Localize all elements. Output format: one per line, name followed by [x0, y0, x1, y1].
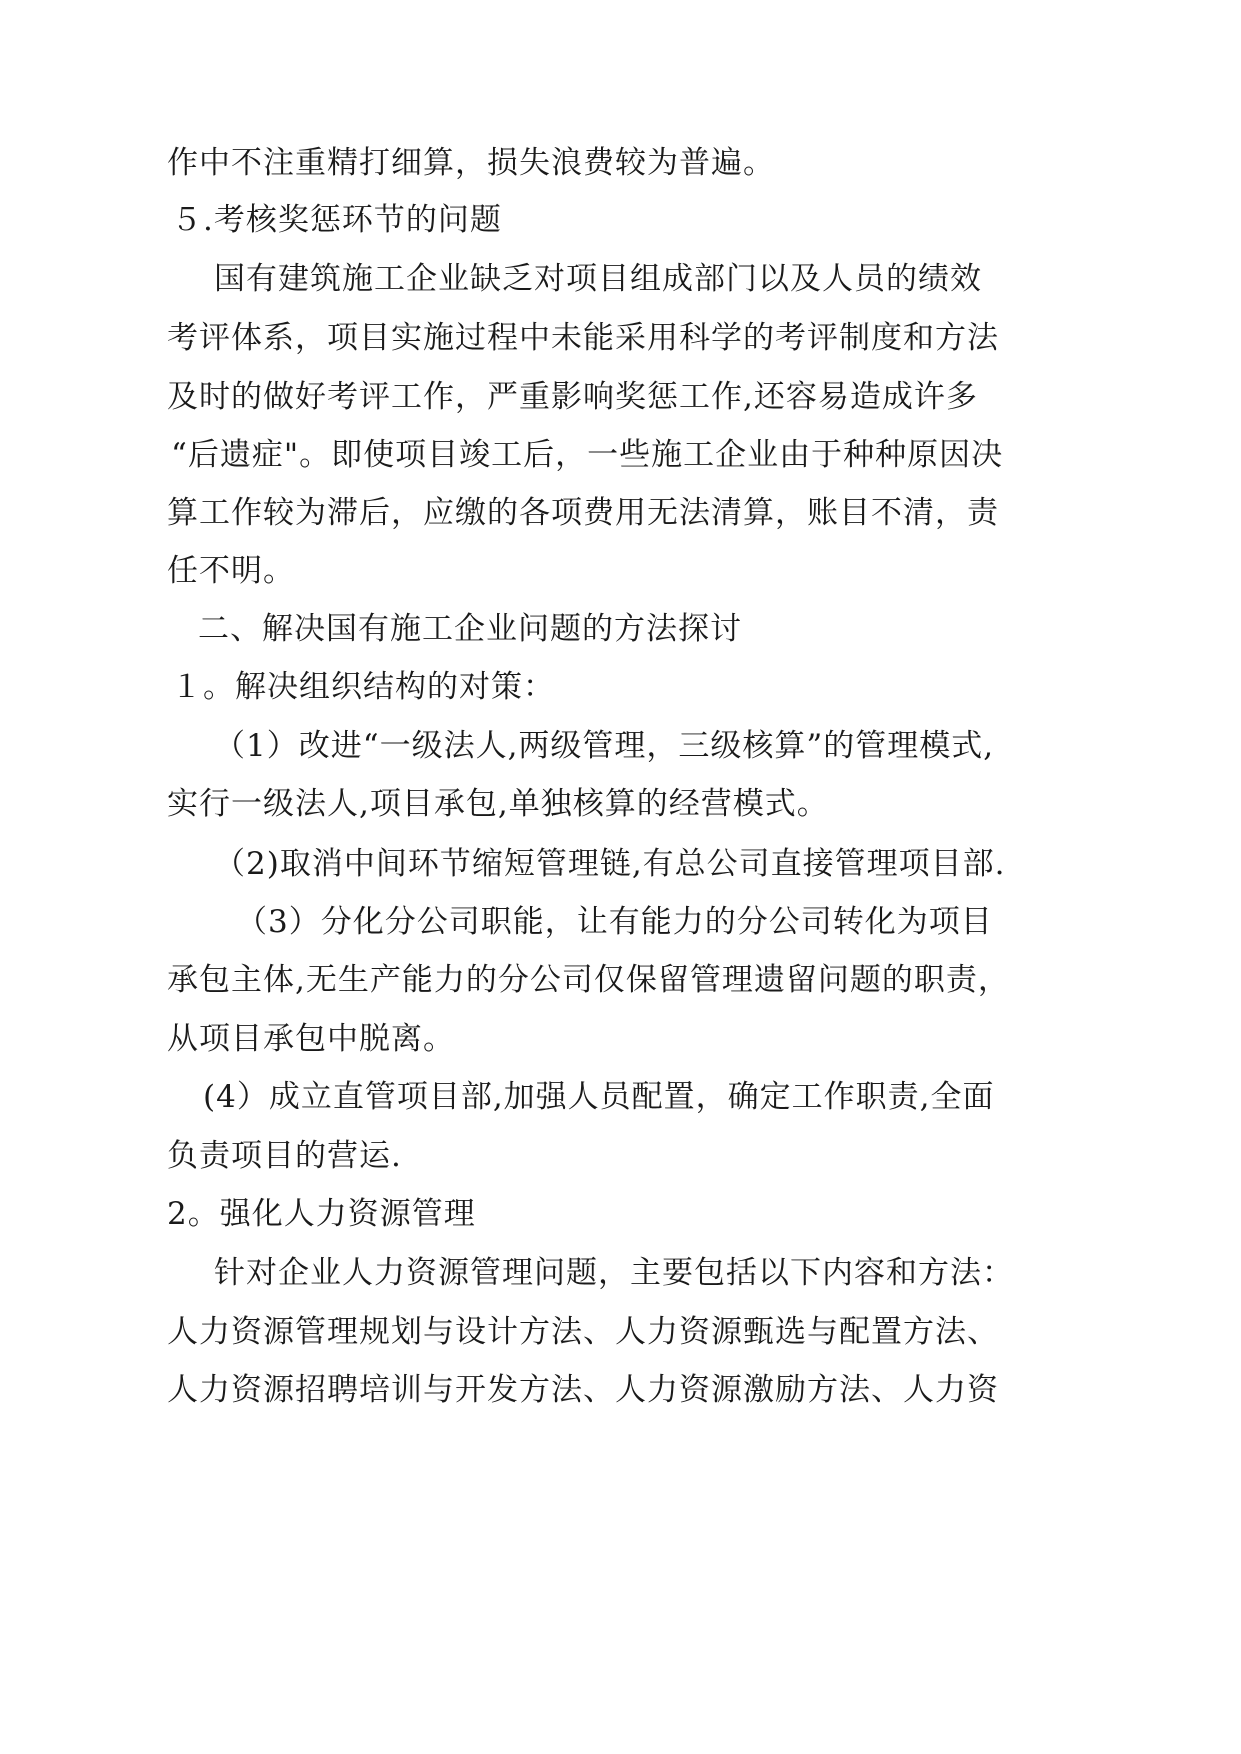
text-line-18: 负责项目的营运.	[167, 1138, 402, 1174]
list-item-2: （2)取消中间环节缩短管理链,有总公司直接管理项目部.	[214, 846, 1006, 882]
text-line-16: 从项目承包中脱离。	[167, 1021, 455, 1057]
text-line-15: 承包主体,无生产能力的分公司仅保留管理遗留问题的职责，	[167, 962, 1010, 998]
section-heading-5: ５.考核奖惩环节的问题	[171, 202, 502, 238]
text-line-12: 实行一级法人,项目承包,单独核算的经营模式。	[167, 786, 829, 822]
text-line-22: 人力资源招聘培训与开发方法、人力资源激励方法、人力资	[167, 1372, 999, 1408]
list-item-1: （1）改进“一级法人,两级管理，三级核算”的管理模式,	[214, 728, 995, 764]
section-heading-2: 2。强化人力资源管理	[167, 1196, 476, 1232]
text-line-3: 国有建筑施工企业缺乏对项目组成部门以及人员的绩效	[214, 261, 982, 297]
list-item-3: （3）分化分公司职能，让有能力的分公司转化为项目	[236, 904, 993, 940]
text-line-4: 考评体系，项目实施过程中未能采用科学的考评制度和方法	[167, 320, 999, 356]
list-item-4: (4）成立直管项目部,加强人员配置，确定工作职责,全面	[203, 1079, 995, 1115]
text-line-20: 针对企业人力资源管理问题，主要包括以下内容和方法：	[214, 1255, 1014, 1291]
text-line-21: 人力资源管理规划与设计方法、人力资源甄选与配置方法、	[167, 1314, 999, 1350]
text-line-5: 及时的做好考评工作，严重影响奖惩工作,还容易造成许多	[167, 379, 978, 415]
text-line-8: 任不明。	[167, 553, 295, 589]
text-line-7: 算工作较为滞后，应缴的各项费用无法清算，账目不清，责	[167, 495, 999, 531]
chapter-heading-2: 二、解决国有施工企业问题的方法探讨	[198, 611, 742, 647]
text-line-6: “后遗症"。即使项目竣工后，一些施工企业由于种种原因决	[171, 437, 1004, 473]
text-line-1: 作中不注重精打细算，损失浪费较为普遍。	[167, 145, 775, 181]
section-heading-1: １。解决组织结构的对策：	[171, 669, 555, 705]
